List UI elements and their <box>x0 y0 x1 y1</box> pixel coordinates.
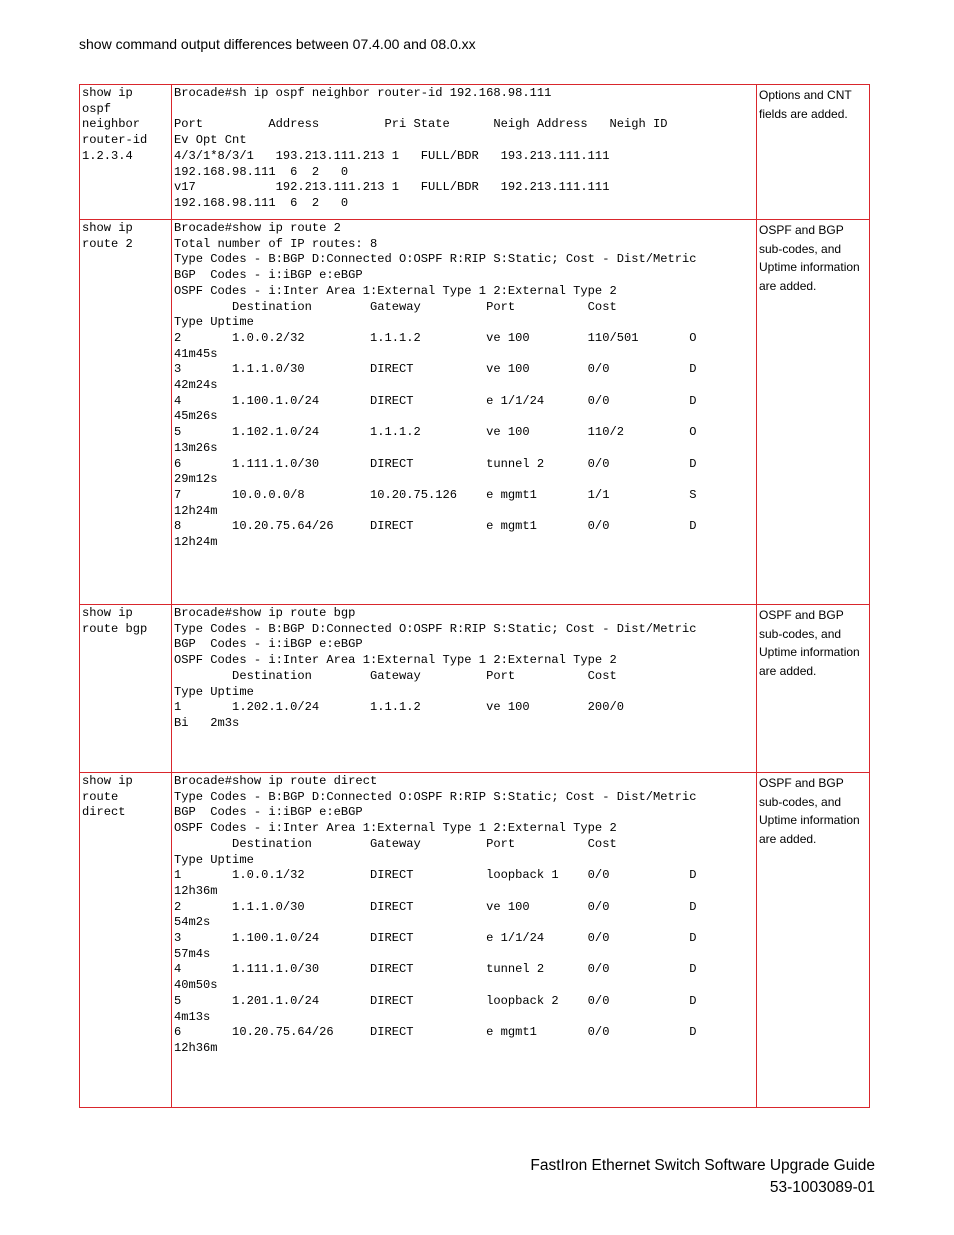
output-cell: Brocade#sh ip ospf neighbor router-id 192.168.98.111 Port Address Pri State Neigh Address Neigh ID Ev Opt Cnt 4/3/1*8/3/1 193.213.111.213 1 FULL/BDR 193.213.111.111 192.168.98.111 6 2 0 v17 192.213.111.213 1 FULL/BDR 192.213.111.111 192.168.98.111 6 2 0 <box>172 85 757 220</box>
guide-title: FastIron Ethernet Switch Software Upgrade Guide <box>530 1157 875 1174</box>
command-cell: show ip route direct <box>80 773 172 1108</box>
table-row <box>80 220 870 605</box>
document-number: 53-1003089-01 <box>769 1179 875 1196</box>
table-row <box>80 85 870 220</box>
output-cell: Brocade#show ip route bgp Type Codes - B:BGP D:Connected O:OSPF R:RIP S:Static; Cost - Dist/Metric BGP Codes - i:iBGP e:eBGP OSPF Codes - i:Inter Area 1:External Type 1 2:External Type 2 Destination Gateway Port Cost Type Uptime 1 1.202.1.0/24 1.1.1.2 ve 100 200/0 Bi 2m3s <box>172 605 757 773</box>
note-cell: OSPF and BGP sub-codes, and Uptime information are added. <box>757 220 870 605</box>
command-cell: show ip route 2 <box>80 220 172 605</box>
table-row <box>80 773 870 1108</box>
output-cell: Brocade#show ip route 2 Total number of IP routes: 8 Type Codes - B:BGP D:Connected O:OSPF R:RIP S:Static; Cost - Dist/Metric BGP Codes - i:iBGP e:eBGP OSPF Codes - i:Inter Area 1:External Type 1 2:External Type 2 Destination Gateway Port Cost Type Uptime 2 1.0.0.2/32 1.1.1.2 ve 100 110/501 O 41m45s 3 1.1.1.0/30 DIRECT ve 100 0/0 D 42m24s 4 1.100.1.0/24 DIRECT e 1/1/24 0/0 D 45m26s 5 1.102.1.0/24 1.1.1.2 ve 100 110/2 O 13m26s 6 1.111.1.0/30 DIRECT tunnel 2 0/0 D 29m12s 7 10.0.0.0/8 10.20.75.126 e mgmt1 1/1 S 12h24m 8 10.20.75.64/26 DIRECT e mgmt1 0/0 D 12h24m <box>172 220 757 605</box>
output-cell: Brocade#show ip route direct Type Codes - B:BGP D:Connected O:OSPF R:RIP S:Static; Cost - Dist/Metric BGP Codes - i:iBGP e:eBGP OSPF Codes - i:Inter Area 1:External Type 1 2:External Type 2 Destination Gateway Port Cost Type Uptime 1 1.0.0.1/32 DIRECT loopback 1 0/0 D 12h36m 2 1.1.1.0/30 DIRECT ve 100 0/0 D 54m2s 3 1.100.1.0/24 DIRECT e 1/1/24 0/0 D 57m4s 4 1.111.1.0/30 DIRECT tunnel 2 0/0 D 40m50s 5 1.201.1.0/24 DIRECT loopback 2 0/0 D 4m13s 6 10.20.75.64/26 DIRECT e mgmt1 0/0 D 12h36m <box>172 773 757 1108</box>
command-cell: show ip route bgp <box>80 605 172 773</box>
page-footer <box>530 1155 875 1199</box>
note-cell: OSPF and BGP sub-codes, and Uptime information are added. <box>757 773 870 1108</box>
command-comparison-table <box>79 84 870 1108</box>
table-row <box>80 605 870 773</box>
note-cell: OSPF and BGP sub-codes, and Uptime information are added. <box>757 605 870 773</box>
command-cell: show ip ospf neighbor router-id 1.2.3.4 <box>80 85 172 220</box>
page-header: show command output differences between 07.4.00 and 08.0.xx <box>79 36 476 52</box>
note-cell: Options and CNT fields are added. <box>757 85 870 220</box>
